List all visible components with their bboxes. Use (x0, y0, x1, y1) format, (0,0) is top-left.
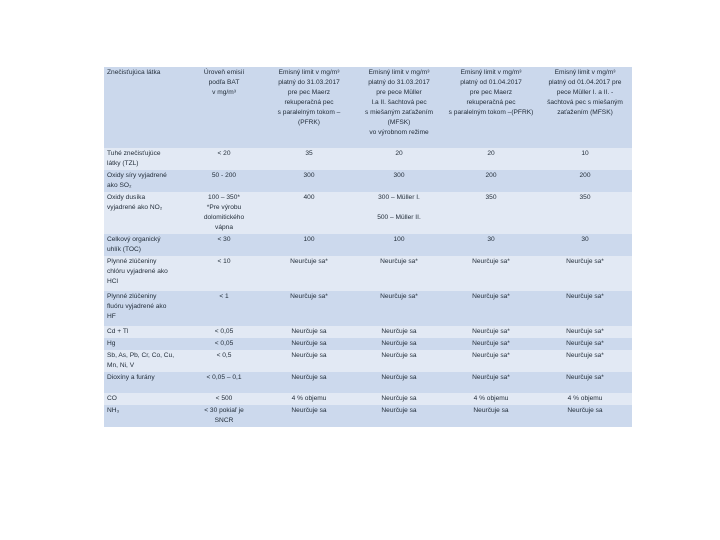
cell-text: 4 % objemu (567, 395, 603, 402)
cell-text: uhlík (TOC) (107, 246, 141, 253)
cell-text: Neurčuje sa* (380, 293, 418, 300)
table-row (104, 291, 632, 326)
cell-limit-maerz-2017 (264, 256, 354, 291)
cell-text: Neurčuje sa (291, 374, 327, 381)
cell-limit-muller-2017-onwards (538, 256, 632, 291)
cell-limit-maerz-2017 (264, 326, 354, 338)
cell-text: < 30 pokiaľ je (204, 407, 244, 414)
cell-limit-muller-2017-onwards (538, 192, 632, 234)
cell-text: šachtová pec s miešaným (547, 99, 623, 106)
table-row (104, 338, 632, 350)
table-row (104, 234, 632, 256)
table-row (104, 405, 632, 427)
cell-text: < 10 (217, 258, 231, 265)
cell-text: Neurčuje sa* (566, 352, 604, 359)
cell-bat-level (184, 338, 264, 350)
cell-text: 300 (303, 172, 315, 179)
cell-text: 500 – Müller II. (377, 214, 421, 221)
cell-text: Sb, As, Pb, Cr, Co, Cu, (107, 352, 175, 359)
cell-text: 35 (305, 150, 313, 157)
cell-pollutant (104, 393, 184, 405)
cell-bat-level (184, 326, 264, 338)
cell-text: < 20 (217, 150, 231, 157)
cell-pollutant (104, 291, 184, 326)
cell-text: Hg (107, 340, 116, 347)
cell-limit-muller-2017 (354, 234, 444, 256)
cell-text: 350 (579, 194, 591, 201)
cell-limit-maerz-2017-onwards (444, 234, 538, 256)
cell-bat-level (184, 170, 264, 192)
cell-text: 200 (579, 172, 591, 179)
cell-text: Neurčuje sa* (290, 258, 328, 265)
cell-text: Neurčuje sa* (472, 328, 510, 335)
cell-text: Neurčuje sa* (472, 293, 510, 300)
cell-bat-level (184, 291, 264, 326)
cell-text: Úroveň emisií (203, 69, 245, 76)
cell-text: rekuperačná pec (284, 99, 334, 106)
cell-pollutant (104, 234, 184, 256)
cell-text: Neurčuje sa (473, 407, 509, 414)
cell-limit-muller-2017-onwards (538, 291, 632, 326)
cell-limit-muller-2017 (354, 393, 444, 405)
cell-limit-maerz-2017-onwards (444, 291, 538, 326)
cell-text: 30 (581, 236, 589, 243)
cell-text: Neurčuje sa* (566, 340, 604, 347)
cell-text: < 0,05 (214, 328, 234, 335)
cell-text: 300 – Müller I. (378, 194, 420, 201)
cell-limit-maerz-2017-onwards (444, 192, 538, 234)
cell-text: rekuperačná pec (466, 99, 516, 106)
cell-bat-level (184, 234, 264, 256)
cell-limit-muller-2017 (354, 170, 444, 192)
cell-text: Emisný limit v mg/m³ (554, 69, 616, 76)
cell-text: Neurčuje sa (381, 352, 417, 359)
cell-pollutant (104, 148, 184, 170)
cell-limit-maerz-2017 (264, 170, 354, 192)
cell-limit-muller-2017-onwards (538, 372, 632, 393)
cell-text: Mn, Ni, V (107, 362, 135, 369)
cell-text: CO (107, 395, 117, 402)
cell-limit-muller-2017 (354, 350, 444, 372)
cell-text: (MFSK) (387, 119, 411, 126)
cell-text: SNCR (214, 417, 234, 424)
cell-text: Neurčuje sa* (472, 258, 510, 265)
cell-text: 50 - 200 (211, 172, 237, 179)
cell-limit-maerz-2017-onwards (444, 148, 538, 170)
cell-limit-muller-2017 (354, 256, 444, 291)
cell-bat-level (184, 350, 264, 372)
cell-text: Neurčuje sa (567, 407, 603, 414)
cell-limit-maerz-2017 (264, 393, 354, 405)
cell-text: s paralelným tokom – (277, 109, 341, 116)
cell-text: Neurčuje sa* (380, 258, 418, 265)
cell-text: 100 – 350* (208, 194, 240, 201)
cell-text: < 0,05 (214, 340, 234, 347)
cell-bat-level (184, 405, 264, 427)
cell-text: < 0,5 (216, 352, 232, 359)
cell-text: pece Müller I. a II. - (556, 89, 614, 96)
cell-text: 10 (581, 150, 589, 157)
cell-bat-level (184, 372, 264, 393)
cell-text: ako SO₂ (107, 182, 132, 189)
cell-limit-muller-2017 (354, 405, 444, 427)
table-row (104, 372, 632, 393)
header-cell-limit-muller-2017-onwards (538, 67, 632, 148)
cell-text: < 0,05 – 0,1 (206, 374, 242, 381)
cell-limit-muller-2017-onwards (538, 326, 632, 338)
cell-text: 400 (303, 194, 315, 201)
cell-text: 300 (393, 172, 405, 179)
cell-limit-maerz-2017-onwards (444, 372, 538, 393)
cell-limit-maerz-2017 (264, 234, 354, 256)
cell-text: Neurčuje sa* (566, 293, 604, 300)
cell-bat-level (184, 393, 264, 405)
cell-bat-level (184, 148, 264, 170)
cell-text: platný do 31.03.2017 (368, 79, 430, 86)
cell-text: NH₃ (107, 407, 120, 414)
cell-text: pre pece Müller (376, 89, 422, 96)
cell-pollutant (104, 372, 184, 393)
cell-limit-muller-2017 (354, 291, 444, 326)
cell-text: vápna (215, 224, 233, 231)
cell-bat-level (184, 256, 264, 291)
cell-limit-maerz-2017-onwards (444, 350, 538, 372)
table-row (104, 170, 632, 192)
cell-text: 100 (393, 236, 405, 243)
cell-text: podľa BAT (208, 79, 240, 86)
cell-text: Plynné zlúčeniny (107, 293, 157, 300)
cell-text: platný od 01.04.2017 pre (548, 79, 622, 86)
table-body (104, 67, 632, 427)
cell-limit-maerz-2017 (264, 291, 354, 326)
cell-limit-maerz-2017-onwards (444, 338, 538, 350)
cell-limit-muller-2017 (354, 148, 444, 170)
table-row (104, 148, 632, 170)
header-cell-pollutant (104, 67, 184, 148)
cell-text: 4 % objemu (473, 395, 509, 402)
cell-text: Neurčuje sa (381, 340, 417, 347)
cell-limit-maerz-2017 (264, 338, 354, 350)
cell-text: Neurčuje sa (381, 374, 417, 381)
cell-text (356, 203, 442, 213)
cell-limit-muller-2017-onwards (538, 393, 632, 405)
table-row (104, 256, 632, 291)
cell-text: < 1 (219, 293, 229, 300)
table-row (104, 393, 632, 405)
header-cell-limit-muller-2017 (354, 67, 444, 148)
cell-pollutant (104, 170, 184, 192)
cell-text: látky (TZL) (107, 160, 139, 167)
cell-text: < 30 (217, 236, 231, 243)
cell-text: Znečisťujúca látka (107, 69, 161, 76)
cell-text: vo výrobnom režime (369, 129, 429, 136)
cell-text: Emisný limit v mg/m³ (460, 69, 522, 76)
cell-bat-level (184, 192, 264, 234)
cell-text: 200 (485, 172, 497, 179)
cell-limit-muller-2017-onwards (538, 170, 632, 192)
cell-text: Cd + Tl (107, 328, 129, 335)
cell-text: 350 (485, 194, 497, 201)
cell-text: Neurčuje sa (381, 407, 417, 414)
cell-text: fluóru vyjadrené ako (107, 303, 167, 310)
cell-text: Plynné zlúčeniny (107, 258, 157, 265)
cell-text: Neurčuje sa (381, 328, 417, 335)
cell-limit-maerz-2017-onwards (444, 256, 538, 291)
cell-pollutant (104, 338, 184, 350)
header-cell-limit-maerz-2017 (264, 67, 354, 148)
cell-limit-maerz-2017-onwards (444, 393, 538, 405)
cell-limit-muller-2017 (354, 326, 444, 338)
cell-text: Neurčuje sa (291, 328, 327, 335)
cell-pollutant (104, 192, 184, 234)
cell-text: vyjadrené ako NO₂ (107, 204, 163, 211)
header-cell-limit-maerz-2017-onwards (444, 67, 538, 148)
table-row (104, 350, 632, 372)
cell-text: 4 % objemu (291, 395, 327, 402)
cell-text: I.a II. šachtová pec (371, 99, 427, 106)
cell-text: Neurčuje sa* (472, 352, 510, 359)
cell-text: Neurčuje sa* (566, 374, 604, 381)
cell-text: v mg/m³ (212, 89, 236, 96)
table-row (104, 192, 632, 234)
cell-text: Dioxíny a furány (107, 374, 155, 381)
cell-text: dolomitického (203, 214, 245, 221)
cell-limit-muller-2017 (354, 192, 444, 234)
emission-limits-table (104, 67, 632, 427)
cell-text: s paralelným tokom –(PFRK) (448, 109, 534, 116)
cell-text: pre pec Maerz (287, 89, 331, 96)
cell-text: s miešaným zaťažením (364, 109, 434, 116)
cell-text: Neurčuje sa (291, 407, 327, 414)
cell-text: Neurčuje sa* (290, 293, 328, 300)
cell-text: platný od 01.04.2017 (460, 79, 522, 86)
cell-text: Neurčuje sa* (566, 328, 604, 335)
cell-limit-muller-2017 (354, 372, 444, 393)
cell-limit-maerz-2017-onwards (444, 405, 538, 427)
cell-limit-maerz-2017-onwards (444, 170, 538, 192)
cell-text: Neurčuje sa (291, 340, 327, 347)
cell-text: zaťažením (MFSK) (557, 109, 613, 116)
cell-text: Tuhé znečisťujúce (107, 150, 161, 157)
cell-text: Celkový organický (107, 236, 161, 243)
cell-text: Neurčuje sa (291, 352, 327, 359)
cell-limit-muller-2017-onwards (538, 350, 632, 372)
cell-text: 100 (303, 236, 315, 243)
cell-text: HCl (107, 278, 118, 285)
cell-text: Oxidy síry vyjadrené (107, 172, 167, 179)
cell-text: 20 (487, 150, 495, 157)
cell-text: pre pec Maerz (469, 89, 513, 96)
header-cell-bat-level (184, 67, 264, 148)
cell-text: Neurčuje sa* (472, 340, 510, 347)
cell-limit-muller-2017 (354, 338, 444, 350)
cell-limit-muller-2017-onwards (538, 148, 632, 170)
cell-text: chlóru vyjadrené ako (107, 268, 168, 275)
cell-limit-maerz-2017-onwards (444, 326, 538, 338)
cell-text: Emisný limit v mg/m³ (368, 69, 430, 76)
cell-limit-muller-2017-onwards (538, 234, 632, 256)
cell-limit-maerz-2017 (264, 148, 354, 170)
cell-text: < 500 (215, 395, 233, 402)
cell-text: Neurčuje sa (381, 395, 417, 402)
cell-limit-maerz-2017 (264, 192, 354, 234)
cell-text: HF (107, 313, 116, 320)
cell-text: *Pre výrobu (206, 204, 242, 211)
cell-pollutant (104, 256, 184, 291)
cell-limit-muller-2017-onwards (538, 405, 632, 427)
cell-limit-maerz-2017 (264, 350, 354, 372)
cell-text: 30 (487, 236, 495, 243)
cell-text: Emisný limit v mg/m³ (278, 69, 340, 76)
cell-pollutant (104, 326, 184, 338)
header-row (104, 67, 632, 148)
cell-text: (PFRK) (298, 119, 320, 126)
cell-text: platný do 31.03.2017 (278, 79, 340, 86)
cell-pollutant (104, 405, 184, 427)
cell-text: Oxidy dusíka (107, 194, 146, 201)
table-row (104, 326, 632, 338)
cell-limit-maerz-2017 (264, 372, 354, 393)
cell-limit-muller-2017-onwards (538, 338, 632, 350)
cell-pollutant (104, 350, 184, 372)
cell-text: Neurčuje sa* (472, 374, 510, 381)
cell-text: 20 (395, 150, 403, 157)
cell-text: Neurčuje sa* (566, 258, 604, 265)
cell-limit-maerz-2017 (264, 405, 354, 427)
